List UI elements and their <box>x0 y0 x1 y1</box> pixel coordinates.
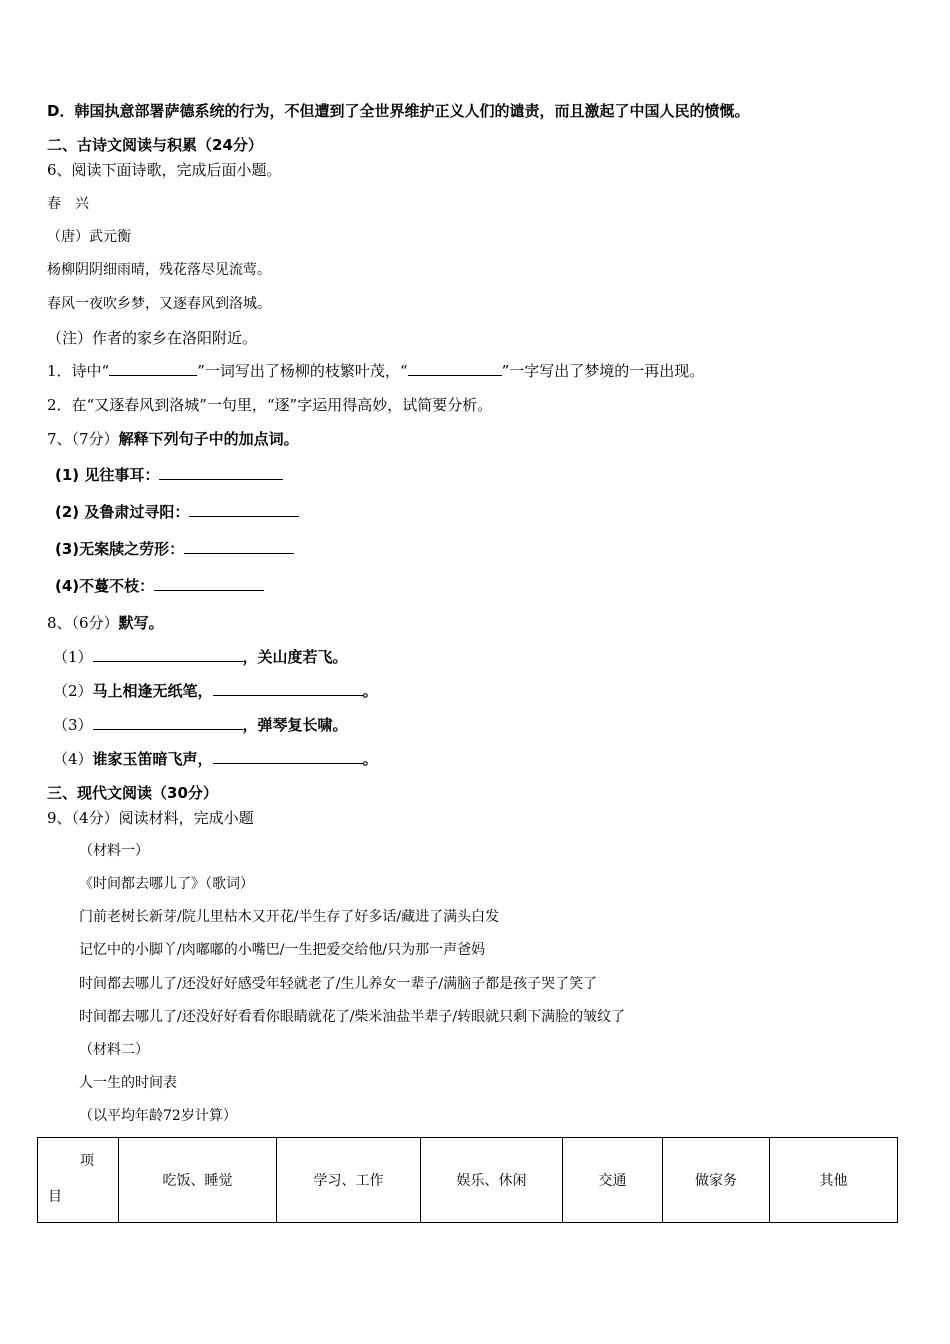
q7-item-number: (3) <box>55 540 80 558</box>
q7-heading <box>47 429 299 449</box>
header-item-bottom: 目 <box>48 1189 62 1205</box>
q6-intro: 6、阅读下面诗歌，完成后面小题。 <box>47 161 282 179</box>
q8-item-number: （1） <box>53 648 93 666</box>
q7-item-number: (2) <box>55 503 80 521</box>
table-header-cell: 娱乐、休闲 <box>421 1138 563 1223</box>
answer-blank[interactable] <box>93 715 243 730</box>
q6-sub-1 <box>47 361 704 381</box>
table-header-cell: 学习、工作 <box>277 1138 421 1223</box>
song-title: 《时间都去哪儿了》（歌词） <box>79 876 254 892</box>
poem-line-2: 春风一夜吹乡梦，又逐春风到洛城。 <box>47 296 271 312</box>
section-3-heading: 三、现代文阅读（30分） <box>47 784 218 802</box>
answer-blank[interactable] <box>408 361 502 376</box>
q6-sub-1-part-b: ”一词写出了杨柳的枝繁叶茂，“ <box>197 362 408 380</box>
answer-blank[interactable] <box>189 502 299 517</box>
timetable-title: 人一生的时间表 <box>79 1075 177 1091</box>
answer-blank[interactable] <box>213 681 363 696</box>
answer-blank[interactable] <box>159 465 283 480</box>
q7-item <box>55 502 299 522</box>
q7-item-text: 及鲁肃过寻阳： <box>84 503 190 521</box>
q7-item <box>55 539 294 559</box>
q8-number: 8、（6分） <box>47 614 119 632</box>
q7-item-text: 无案牍之劳形： <box>79 540 185 558</box>
q8-item-after: ，弹琴复长啸。 <box>242 716 348 734</box>
table-header-cell: 其他 <box>770 1138 898 1223</box>
q8-item-before: 马上相逢无纸笔， <box>92 682 213 700</box>
q8-item-number: （2） <box>53 682 93 700</box>
material-2-label: （材料二） <box>79 1042 149 1058</box>
lyric-line: 门前老树长新芽/院儿里枯木又开花/半生存了好多话/藏进了满头白发 <box>79 909 500 925</box>
q7-title: 解释下列句子中的加点词。 <box>118 430 299 448</box>
table-header-cell: 交通 <box>563 1138 663 1223</box>
section-2-heading: 二、古诗文阅读与积累（24分） <box>47 136 263 154</box>
q7-item-text: 不蔓不枝： <box>79 577 155 595</box>
life-timetable <box>37 1137 898 1223</box>
header-item-top: 项 <box>80 1153 94 1169</box>
poem-title: 春 兴 <box>47 196 89 212</box>
option-d-label: D． <box>47 102 75 120</box>
q8-item-after: 。 <box>362 682 378 700</box>
q8-item-after: 。 <box>362 750 378 768</box>
q8-item <box>53 647 348 667</box>
poem-author: （唐）武元衡 <box>47 229 131 245</box>
q8-item <box>53 681 378 701</box>
q7-item <box>55 465 283 485</box>
poem-line-1: 杨柳阴阴细雨晴，残花落尽见流莺。 <box>47 262 271 278</box>
answer-blank[interactable] <box>213 749 363 764</box>
q7-item-text: 见往事耳： <box>84 466 160 484</box>
q7-item <box>55 576 264 596</box>
lyric-line: 时间都去哪儿了/还没好好看看你眼睛就花了/柴米油盐半辈子/转眼就只剩下满脸的皱纹了 <box>79 1009 626 1025</box>
q8-item <box>53 749 378 769</box>
answer-blank[interactable] <box>93 647 243 662</box>
answer-blank[interactable] <box>154 576 264 591</box>
material-1-label: （材料一） <box>79 843 149 859</box>
q8-item-after: ，关山度若飞。 <box>242 648 348 666</box>
q8-item-number: （4） <box>53 750 93 768</box>
answer-blank[interactable] <box>184 539 294 554</box>
q6-sub-1-part-a: 1．诗中“ <box>47 362 110 380</box>
q8-item-before: 谁家玉笛暗飞声， <box>92 750 213 768</box>
table-header-cell: 吃饭、睡觉 <box>119 1138 277 1223</box>
poem-note: （注）作者的家乡在洛阳附近。 <box>47 329 258 347</box>
q8-title: 默写。 <box>118 614 164 632</box>
lyric-line: 时间都去哪儿了/还没好好感受年轻就老了/生儿养女一辈子/满脑子都是孩子哭了笑了 <box>79 976 598 992</box>
q8-item <box>53 715 348 735</box>
option-d-text: 韩国执意部署萨德系统的行为，不但遭到了全世界维护正义人们的谴责，而且激起了中国人民的愤慨。 <box>74 102 750 120</box>
answer-blank[interactable] <box>109 361 197 376</box>
table-row <box>38 1138 898 1223</box>
lyric-line: 记忆中的小脚丫/肉嘟嘟的小嘴巴/一生把爱交给他/只为那一声爸妈 <box>79 942 486 958</box>
q8-item-number: （3） <box>53 716 93 734</box>
timetable-note: （以平均年龄72岁计算） <box>79 1108 237 1124</box>
option-d <box>47 101 749 121</box>
q7-number: 7、（7分） <box>47 430 119 448</box>
q7-item-number: (1) <box>55 466 80 484</box>
table-header-cell <box>38 1138 119 1223</box>
q7-item-number: (4) <box>55 577 80 595</box>
q6-sub-1-part-c: ”一字写出了梦境的一再出现。 <box>501 362 705 380</box>
q8-heading <box>47 613 164 633</box>
table-header-cell: 做家务 <box>663 1138 770 1223</box>
q9-intro: 9、（4分）阅读材料，完成小题 <box>47 809 254 827</box>
q6-sub-2: 2．在“又逐春风到洛城”一句里，“逐”字运用得高妙，试简要分析。 <box>47 396 493 414</box>
